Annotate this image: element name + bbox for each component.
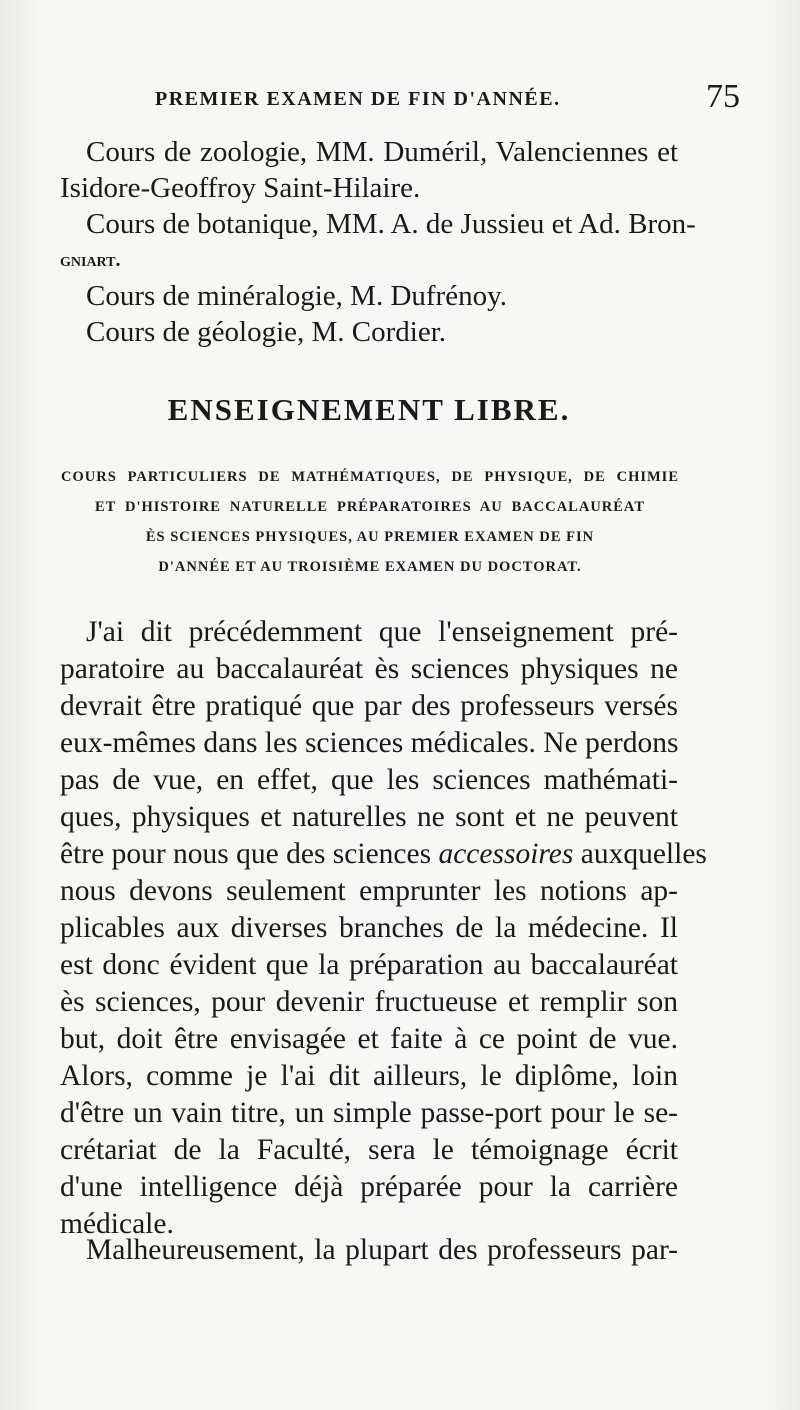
course-line: gniart. <box>60 249 121 271</box>
text-line: être pour nous que des sciences accessoires auxquelles <box>60 838 707 870</box>
text-line: est donc évident que la préparation au baccalauréat <box>60 949 678 981</box>
italic-word: accessoires <box>438 838 574 870</box>
text-line: pas de vue, en effet, que les sciences mathémati- <box>60 764 678 796</box>
text-line: paratoire au baccalauréat ès sciences physiques ne <box>60 653 678 685</box>
page-header <box>60 80 750 120</box>
course-line: Cours de géologie, M. Cordier. <box>86 316 447 348</box>
course-line: Cours de zoologie, MM. Duméril, Valenciennes et <box>86 136 678 168</box>
section-title: ENSEIGNEMENT LIBRE. <box>167 392 571 427</box>
section-subtitle <box>55 462 685 582</box>
running-head: PREMIER EXAMEN DE FIN D'ANNÉE. <box>155 88 561 110</box>
next-paragraph <box>60 1232 678 1268</box>
course-line: Cours de botanique, MM. A. de Jussieu et Ad. Bron- <box>86 208 696 240</box>
text-line: Malheureusement, la plupart des professeurs par- <box>86 1234 678 1266</box>
body-paragraph <box>60 614 707 1243</box>
subtitle-line: COURS PARTICULIERS DE MATHÉMATIQUES, DE PHYSIQUE, DE CHIMIE <box>61 469 679 485</box>
subtitle-line: ÈS SCIENCES PHYSIQUES, AU PREMIER EXAMEN DE FIN <box>145 529 595 545</box>
text-line: but, doit être envisagée et faite à ce point de vue. <box>60 1023 678 1055</box>
text-line: d'être un vain titre, un simple passe-port pour le se- <box>60 1097 678 1129</box>
text-line: J'ai dit précédemment que l'enseignement pré- <box>86 616 678 648</box>
text-line: Alors, comme je l'ai dit ailleurs, le diplôme, loin <box>60 1060 678 1092</box>
text-line: médicale. <box>60 1208 174 1240</box>
course-list <box>60 134 696 350</box>
text-line: ques, physiques et naturelles ne sont et ne peuvent <box>60 801 678 833</box>
subtitle-line: D'ANNÉE ET AU TROISIÈME EXAMEN DU DOCTORAT. <box>158 559 582 575</box>
course-line: Cours de minéralogie, M. Dufrénoy. <box>86 280 507 312</box>
text-line: crétariat de la Faculté, sera le témoignage écrit <box>60 1134 678 1166</box>
text-line: devrait être pratiqué que par des professeurs versés <box>60 690 678 722</box>
text-line: eux-mêmes dans les sciences médicales. Ne perdons <box>60 727 679 759</box>
text-line: d'une intelligence déjà préparée pour la carrière <box>60 1171 678 1203</box>
text-line: nous devons seulement emprunter les notions ap- <box>60 875 678 907</box>
course-line: Isidore-Geoffroy Saint-Hilaire. <box>60 172 421 204</box>
text-line: ès sciences, pour devenir fructueuse et remplir son <box>60 986 678 1018</box>
text-line: plicables aux diverses branches de la médecine. Il <box>60 912 678 944</box>
page-number: 75 <box>706 78 740 115</box>
subtitle-line: ET D'HISTOIRE NATURELLE PRÉPARATOIRES AU BACCALAURÉAT <box>95 499 645 515</box>
